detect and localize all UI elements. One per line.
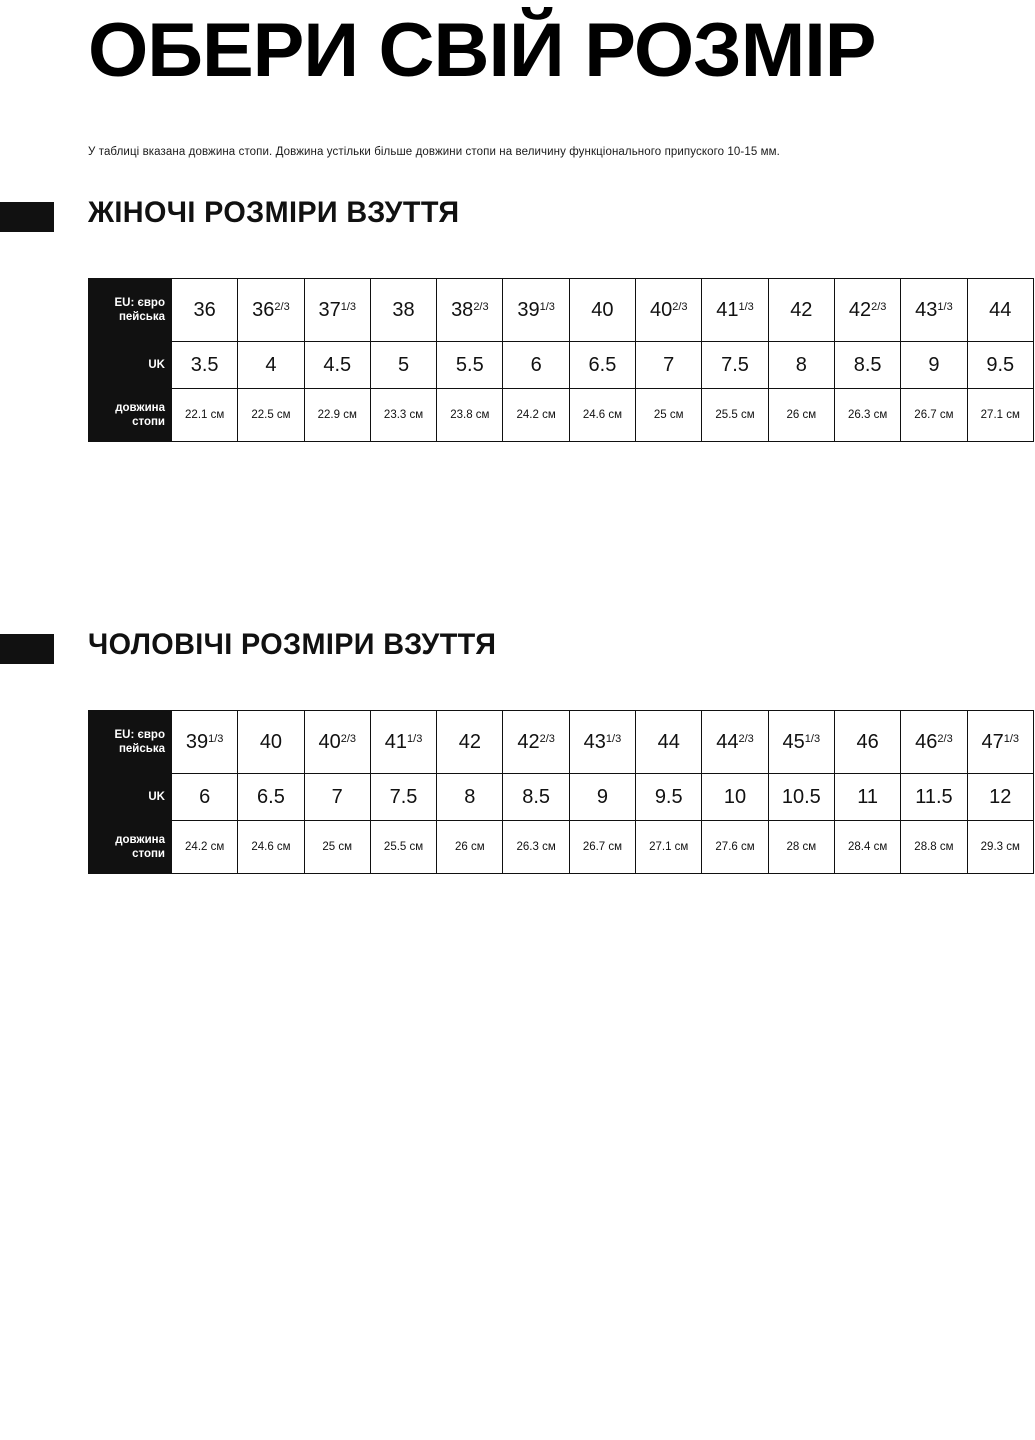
row-label-eu: EU: євро пейська — [89, 279, 172, 342]
row-label-uk: UK — [89, 774, 172, 821]
cell-uk: 10.5 — [768, 774, 834, 821]
cell-eu: $38^{2/3}$ — [437, 279, 503, 342]
table-row-length — [89, 389, 1034, 442]
cell-eu: $39^{1/3}$ — [172, 711, 238, 774]
cell-eu: $46^{2/3}$ — [901, 711, 967, 774]
cell-eu: $37^{1/3}$ — [304, 279, 370, 342]
cell-eu: $41^{1/3}$ — [702, 279, 768, 342]
cell-uk: 7.5 — [370, 774, 436, 821]
cell-uk: 6.5 — [569, 342, 635, 389]
cell-length: 26.7 см — [901, 389, 967, 442]
cell-length: 27.6 см — [702, 821, 768, 874]
cell-uk: 8.5 — [834, 342, 900, 389]
cell-uk: 4.5 — [304, 342, 370, 389]
section-title-men: ЧОЛОВІЧІ РОЗМІРИ ВЗУТТЯ — [88, 628, 497, 661]
cell-uk: 5 — [370, 342, 436, 389]
cell-length: 24.2 см — [503, 389, 569, 442]
women-size-table — [88, 278, 1034, 442]
table-row-length — [89, 821, 1034, 874]
cell-length: 22.9 см — [304, 389, 370, 442]
section-marker-bar — [0, 202, 54, 232]
cell-uk: 9.5 — [636, 774, 702, 821]
cell-length: 27.1 см — [967, 389, 1033, 442]
cell-eu: $36^{2/3}$ — [238, 279, 304, 342]
cell-eu: 42 — [768, 279, 834, 342]
section-marker-bar — [0, 634, 54, 664]
cell-eu: $43^{1/3}$ — [901, 279, 967, 342]
cell-eu: 44 — [636, 711, 702, 774]
cell-length: 25.5 см — [702, 389, 768, 442]
cell-uk: 6 — [503, 342, 569, 389]
cell-eu: $40^{2/3}$ — [304, 711, 370, 774]
cell-length: 29.3 см — [967, 821, 1033, 874]
cell-eu: 40 — [569, 279, 635, 342]
cell-eu: 46 — [834, 711, 900, 774]
cell-eu: 44 — [967, 279, 1033, 342]
cell-length: 25 см — [304, 821, 370, 874]
row-label-length: довжина стопи — [89, 389, 172, 442]
cell-uk: 8 — [437, 774, 503, 821]
cell-length: 22.1 см — [172, 389, 238, 442]
cell-uk: 7 — [304, 774, 370, 821]
cell-eu: $45^{1/3}$ — [768, 711, 834, 774]
table-row-uk — [89, 774, 1034, 821]
men-size-table — [88, 710, 1034, 874]
cell-uk: 9 — [901, 342, 967, 389]
cell-eu: $39^{1/3}$ — [503, 279, 569, 342]
section-title-women: ЖІНОЧІ РОЗМІРИ ВЗУТТЯ — [88, 196, 460, 229]
cell-length: 24.6 см — [238, 821, 304, 874]
cell-eu: $42^{2/3}$ — [834, 279, 900, 342]
cell-uk: 7 — [636, 342, 702, 389]
cell-uk: 11 — [834, 774, 900, 821]
cell-uk: 8 — [768, 342, 834, 389]
cell-uk: 3.5 — [172, 342, 238, 389]
cell-length: 24.2 см — [172, 821, 238, 874]
cell-uk: 11.5 — [901, 774, 967, 821]
cell-length: 23.8 см — [437, 389, 503, 442]
cell-length: 23.3 см — [370, 389, 436, 442]
cell-length: 26.7 см — [569, 821, 635, 874]
cell-eu: 42 — [437, 711, 503, 774]
cell-uk: 9 — [569, 774, 635, 821]
cell-eu: $47^{1/3}$ — [967, 711, 1033, 774]
table-row-eu — [89, 279, 1034, 342]
cell-length: 28 см — [768, 821, 834, 874]
cell-length: 28.8 см — [901, 821, 967, 874]
page-title: ОБЕРИ СВІЙ РОЗМІР — [88, 8, 876, 93]
cell-eu: $44^{2/3}$ — [702, 711, 768, 774]
cell-length: 22.5 см — [238, 389, 304, 442]
intro-text: У таблиці вказана довжина стопи. Довжина устільки більше довжини стопи на величину функціонального припуского 10-15 мм. — [88, 146, 780, 158]
cell-length: 28.4 см — [834, 821, 900, 874]
cell-uk: 12 — [967, 774, 1033, 821]
cell-length: 24.6 см — [569, 389, 635, 442]
table-row-uk — [89, 342, 1034, 389]
cell-uk: 7.5 — [702, 342, 768, 389]
cell-length: 25.5 см — [370, 821, 436, 874]
cell-uk: 8.5 — [503, 774, 569, 821]
row-label-uk: UK — [89, 342, 172, 389]
cell-uk: 10 — [702, 774, 768, 821]
cell-length: 26.3 см — [503, 821, 569, 874]
cell-length: 25 см — [636, 389, 702, 442]
row-label-eu: EU: євро пейська — [89, 711, 172, 774]
cell-eu: 38 — [370, 279, 436, 342]
cell-length: 26.3 см — [834, 389, 900, 442]
cell-length: 26 см — [437, 821, 503, 874]
section-heading-women — [0, 196, 1035, 236]
cell-eu: $43^{1/3}$ — [569, 711, 635, 774]
cell-uk: 6.5 — [238, 774, 304, 821]
cell-uk: 9.5 — [967, 342, 1033, 389]
cell-eu: $40^{2/3}$ — [636, 279, 702, 342]
cell-eu: $41^{1/3}$ — [370, 711, 436, 774]
cell-uk: 5.5 — [437, 342, 503, 389]
table-row-eu — [89, 711, 1034, 774]
section-heading-men — [0, 628, 1035, 668]
cell-length: 26 см — [768, 389, 834, 442]
cell-eu: 36 — [172, 279, 238, 342]
cell-length: 27.1 см — [636, 821, 702, 874]
cell-eu: 40 — [238, 711, 304, 774]
row-label-length: довжина стопи — [89, 821, 172, 874]
cell-uk: 4 — [238, 342, 304, 389]
cell-uk: 6 — [172, 774, 238, 821]
cell-eu: $42^{2/3}$ — [503, 711, 569, 774]
